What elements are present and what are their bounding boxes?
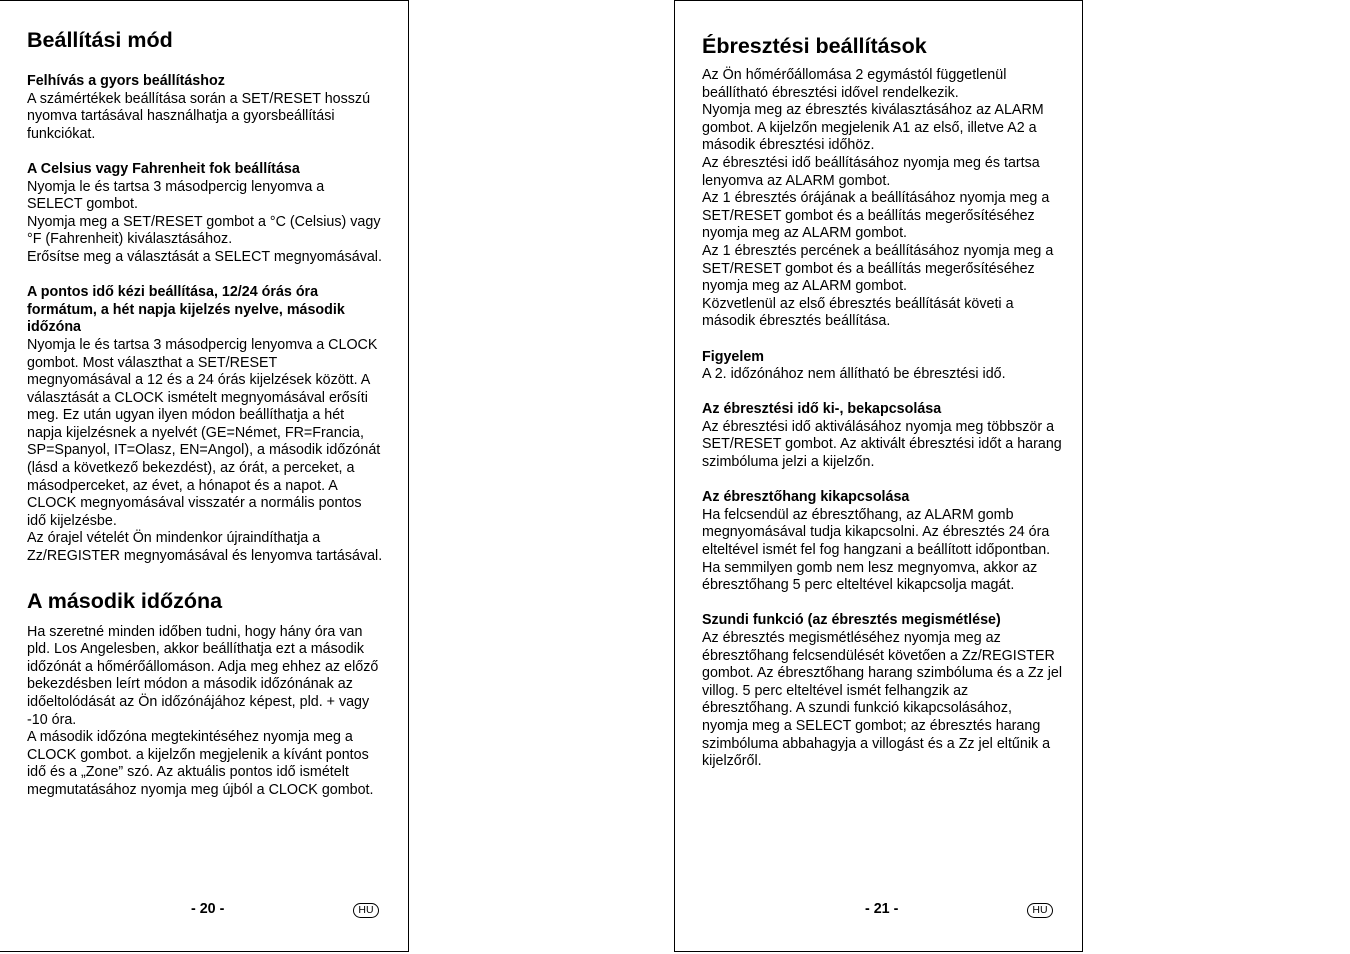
paragraph: Erősítse meg a választását a SELECT megnyomásával. xyxy=(27,248,382,265)
section-body xyxy=(702,67,1062,331)
section-title: Az ébresztési idő ki-, bekapcsolása xyxy=(702,401,942,418)
section-alarm-stop xyxy=(702,489,1062,595)
section-alarm-on-off xyxy=(702,401,1062,471)
section-attention xyxy=(702,349,1062,384)
section-snooze xyxy=(702,612,1062,770)
section-celsius-fahrenheit xyxy=(27,161,383,267)
section-title: A pontos idő kézi beállítása, 12/24 órás óra formátum, a hét napja kijelzés nyelve, második időzóna xyxy=(27,284,345,336)
section-quick-setting xyxy=(27,73,383,143)
section-body xyxy=(27,337,383,566)
paragraph: Ha szeretné minden időben tudni, hogy hány óra van pld. Los Angelesben, akkor beállíthatja ezt a második időzónát a hőmérőállomáson. Adja meg ehhez az előző bekezdésben leírt módon a második időzónának az időeltolódását az Ön időzónájához képest, pld. + vagy -10 óra. xyxy=(27,623,379,728)
section-title: Az ébresztőhang kikapcsolása xyxy=(702,489,910,506)
language-badge: HU xyxy=(353,903,379,918)
paragraph: Közvetlenül az első ébresztés beállítását követi a második ébresztés beállítása. xyxy=(702,295,1014,330)
section-body xyxy=(702,419,1062,472)
section-title: Figyelem xyxy=(702,348,764,365)
page-content xyxy=(27,27,383,817)
language-badge: HU xyxy=(1027,903,1053,918)
section-body xyxy=(27,179,383,267)
page-heading: Ébresztési beállítások xyxy=(702,34,927,58)
paragraph: Az 1 ébresztés órájának a beállításához nyomja meg a SET/RESET gombot és a beállítás megerősítéséhez nyomja meg az ALARM gombot. xyxy=(702,190,1050,242)
paragraph: Nyomja meg a SET/RESET gombot a °C (Celsius) vagy °F (Fahrenheit) kiválasztásához. xyxy=(27,213,381,248)
section-title: Felhívás a gyors beállításhoz xyxy=(27,73,225,89)
paragraph: Ha felcsendül az ébresztőhang, az ALARM gomb megnyomásával tudja kikapcsolni. Az ébresztés 24 óra elteltével ismét fel fog hangzani a beállított időpontban. Ha semmilyen gomb nem lesz megnyomva, akkor az ébresztőhang 5 perc elteltével kikapcsolja magát. xyxy=(702,506,1051,594)
paragraph: Az ébresztési idő beállításához nyomja meg és tartsa lenyomva az ALARM gombot. xyxy=(702,154,1040,189)
paragraph: Nyomja le és tartsa 3 másodpercig lenyomva a CLOCK gombot. Most választhat a SET/RESET megnyomásával a 12 és a 24 órás kijelzések között. A választását a CLOCK ismételt megnyomásával erősíti meg. Ez után ugyan ilyen módon beállíthatja a hét napja kijelzésnek a nyelvét (GE=Német, FR=Francia, SP=Spanyol, IT=Olasz, EN=Angol), a második időzónát (lásd a következő bekezdést), az órát, a perceket, a másodperceket, az évet, a hónapot és a napot. A CLOCK megnyomásával visszatér a normális pontos idő kijelzésbe. xyxy=(27,336,381,529)
section-body xyxy=(27,624,383,800)
section-second-timezone xyxy=(27,624,383,800)
page-number: - 20 - xyxy=(191,901,225,917)
section-heading-second-timezone: A második időzóna xyxy=(27,588,223,613)
manual-page-right xyxy=(674,0,1083,952)
section-title: A Celsius vagy Fahrenheit fok beállítása xyxy=(27,160,300,177)
section-alarm-intro xyxy=(702,67,1062,331)
paragraph: Nyomja meg az ébresztés kiválasztásához az ALARM gombot. A kijelzőn megjelenik A1 az első, illetve A2 a második ébresztési időhöz. xyxy=(702,102,1044,154)
paragraph: A számértékek beállítása során a SET/RESET hosszú nyomva tartásával használhatja a gyorsbeállítási funkciókat. xyxy=(27,90,371,142)
paragraph: A 2. időzónához nem állítható be ébresztési idő. xyxy=(702,366,1006,383)
section-title: Szundi funkció (az ébresztés megismétlése) xyxy=(702,612,1001,629)
paragraph: A második időzóna megtekintéséhez nyomja meg a CLOCK gombot. a kijelzőn megjelenik a kívánt pontos idő és a „Zone” szó. Az aktuális pontos idő ismételt megmutatásához nyomja meg újból a CLOCK gombot. xyxy=(27,729,374,798)
section-body xyxy=(27,91,383,144)
section-body xyxy=(702,507,1062,595)
page-number: - 21 - xyxy=(865,901,899,917)
section-body xyxy=(702,630,1062,771)
page-content xyxy=(702,33,1062,788)
page-heading: Beállítási mód xyxy=(27,28,173,52)
paragraph: Az ébresztési idő aktiválásához nyomja meg többször a SET/RESET gombot. Az aktivált ébresztési időt a harang szimbóluma jelzi a kijelzőn. xyxy=(702,418,1062,471)
paragraph: Nyomja le és tartsa 3 másodpercig lenyomva a SELECT gombot. xyxy=(27,178,325,213)
section-body xyxy=(702,366,1062,384)
section-manual-time xyxy=(27,284,383,566)
paragraph: Az Ön hőmérőállomása 2 egymástól függetlenül beállítható ébresztési idővel rendelkezik. xyxy=(702,67,1007,101)
paragraph: Az órajel vételét Ön mindenkor újraindíthatja a Zz/REGISTER megnyomásával és lenyomva tartásával. xyxy=(27,530,383,565)
paragraph: Az ébresztés megismétléséhez nyomja meg az ébresztőhang felcsendülését követően a Zz/REGISTER gombot. Az ébresztőhang harang szimbóluma és a Zz jel villog. 5 perc elteltével ismét felhangzik az ébresztőhang. A szundi funkció kikapcsolásához, nyomja meg a SELECT gombot; az ébresztés harang szimbóluma abbahagyja a villogást és a Zz jel eltűnik a kijelzőről. xyxy=(702,630,1062,770)
paragraph: Az 1 ébresztés percének a beállításához nyomja meg a SET/RESET gombot és a beállítás megerősítéséhez nyomja meg az ALARM gombot. xyxy=(702,242,1054,295)
manual-page-left xyxy=(0,0,409,952)
